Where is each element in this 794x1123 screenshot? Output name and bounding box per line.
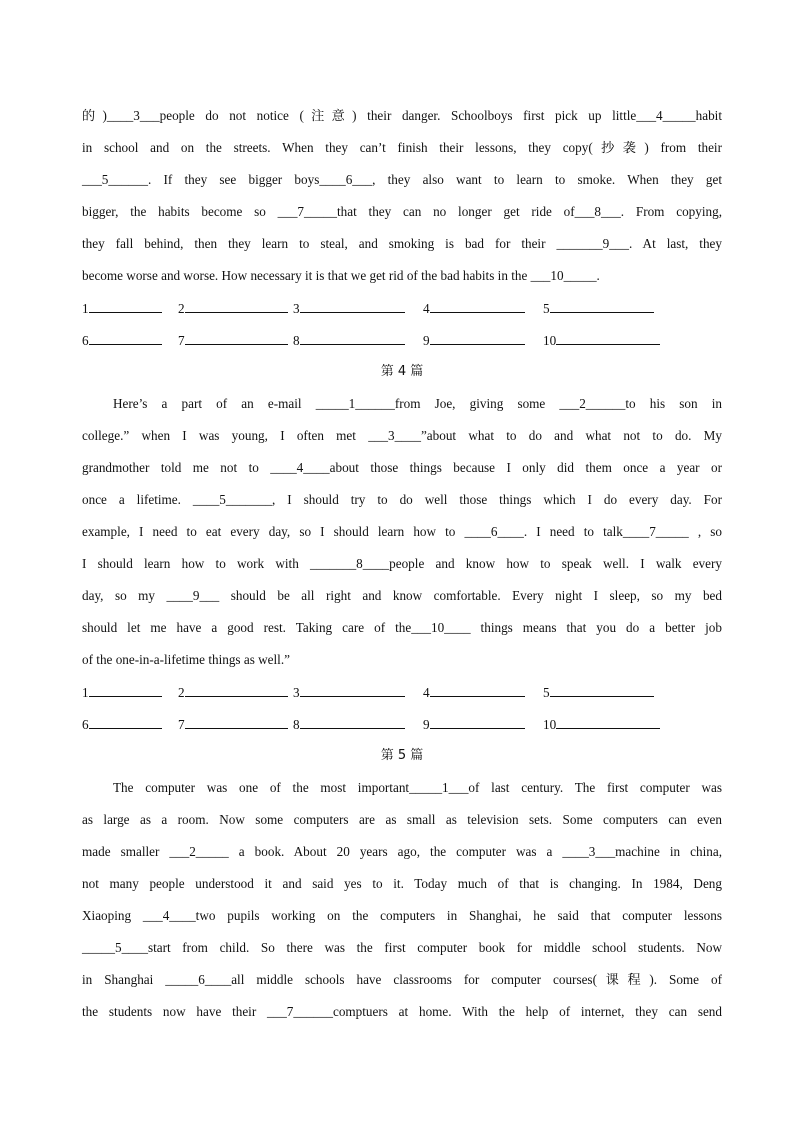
passage-5-text [82, 772, 722, 1028]
answer-blank[interactable] [543, 300, 654, 317]
passage-line: day, so my ____9___ should be all right and know comfortable. Every night I sleep, so my bed [82, 588, 722, 603]
blank-number: 4 [423, 301, 430, 316]
passage-line: I should learn how to work with _______8____people and know how to speak well. I walk every [82, 556, 722, 571]
blank-number: 7 [178, 333, 185, 348]
blank-number: 8 [293, 333, 300, 348]
answer-row-3b [82, 324, 722, 356]
answer-blank[interactable] [82, 300, 162, 317]
passage-line: in Shanghai _____6____all middle schools have classrooms for computer courses(课程). Some of [82, 972, 722, 987]
answer-blank[interactable] [423, 300, 525, 317]
blank-number: 6 [82, 717, 89, 732]
passage-line: of the one-in-a-lifetime things as well.” [82, 652, 290, 667]
blank-number: 3 [293, 301, 300, 316]
passage-line: in school and on the streets. When they can’t finish their lessons, they copy(抄袭) from their [82, 140, 722, 155]
passage-line: example, I need to eat every day, so I should learn how to ____6____. I need to talk____7_____ , so [82, 524, 722, 539]
blank-number: 1 [82, 685, 89, 700]
answer-blank[interactable] [82, 716, 162, 733]
passage-line: _____5____start from child. So there was the first computer book for middle school students. Now [82, 940, 722, 955]
passage-line: the students now have their ___7______comptuers at home. With the help of internet, they can send [82, 1004, 722, 1019]
blank-number: 3 [293, 685, 300, 700]
blank-number: 10 [543, 717, 557, 732]
answer-row-3a [82, 292, 722, 324]
passage-line: bigger, the habits become so ___7_____that they can no longer get ride of___8___. From copying, [82, 204, 722, 219]
answer-blank[interactable] [178, 684, 288, 701]
passage-line: not many people understood it and said yes to it. Today much of that is changing. In 1984, Deng [82, 876, 722, 891]
answer-blank[interactable] [543, 684, 654, 701]
passage-line: made smaller ___2_____ a book. About 20 years ago, the computer was a ____3___machine in china, [82, 844, 722, 859]
passage-3-text [82, 100, 722, 292]
passage-line: Xiaoping ___4____two pupils working on the computers in Shanghai, he said that computer lessons [82, 908, 722, 923]
passage-line: should let me have a good rest. Taking care of the___10____ things means that you do a better job [82, 620, 722, 635]
answer-blank[interactable] [423, 684, 525, 701]
passage-line: they fall behind, then they learn to steal, and smoking is bad for their _______9___. At last, they [82, 236, 722, 251]
passage-line: college.” when I was young, I often met ___3____”about what to do and what not to do. My [82, 428, 722, 443]
passage-line: as large as a room. Now some computers are as small as television sets. Some computers can even [82, 812, 722, 827]
passage-line: grandmother told me not to ____4____about those things because I only did them once a year or [82, 460, 722, 475]
passage-line: The computer was one of the most important_____1___of last century. The first computer was [113, 780, 722, 795]
blank-number: 10 [543, 333, 557, 348]
answer-blank[interactable] [82, 684, 162, 701]
blank-number: 1 [82, 301, 89, 316]
answer-blank[interactable] [82, 332, 162, 349]
answer-blank[interactable] [293, 716, 405, 733]
passage-line: once a lifetime. ____5_______, I should try to do well those things which I do every day. For [82, 492, 722, 507]
section-title: 第 5 篇 [380, 748, 424, 763]
passage-4-text [82, 388, 722, 676]
answer-blank[interactable] [178, 300, 288, 317]
blank-number: 9 [423, 717, 430, 732]
answer-row-4a [82, 676, 722, 708]
blank-number: 7 [178, 717, 185, 732]
answer-blank[interactable] [423, 716, 525, 733]
answer-blank[interactable] [178, 332, 288, 349]
answer-row-4b [82, 708, 722, 740]
blank-number: 2 [178, 301, 185, 316]
answer-blank[interactable] [293, 300, 405, 317]
answer-blank[interactable] [543, 332, 660, 349]
blank-number: 6 [82, 333, 89, 348]
answer-blank[interactable] [178, 716, 288, 733]
answer-blank[interactable] [423, 332, 525, 349]
blank-number: 4 [423, 685, 430, 700]
passage-line: become worse and worse. How necessary it is that we get rid of the bad habits in the ___10_____. [82, 268, 600, 283]
blank-number: 5 [543, 685, 550, 700]
passage-line: Here’s a part of an e-mail _____1______from Joe, giving some ___2______to his son in [113, 396, 722, 411]
passage-line: 的)____3___people do not notice (注意) their danger. Schoolboys first pick up little___4_____habit [82, 108, 722, 123]
blank-number: 2 [178, 685, 185, 700]
worksheet-page [82, 100, 722, 1028]
blank-number: 8 [293, 717, 300, 732]
passage-line: ___5______. If they see bigger boys____6___, they also want to learn to smoke. When they get [82, 172, 722, 187]
blank-number: 5 [543, 301, 550, 316]
answer-blank[interactable] [293, 684, 405, 701]
answer-blank[interactable] [543, 716, 660, 733]
answer-blank[interactable] [293, 332, 405, 349]
blank-number: 9 [423, 333, 430, 348]
section-title: 第 4 篇 [380, 364, 424, 379]
